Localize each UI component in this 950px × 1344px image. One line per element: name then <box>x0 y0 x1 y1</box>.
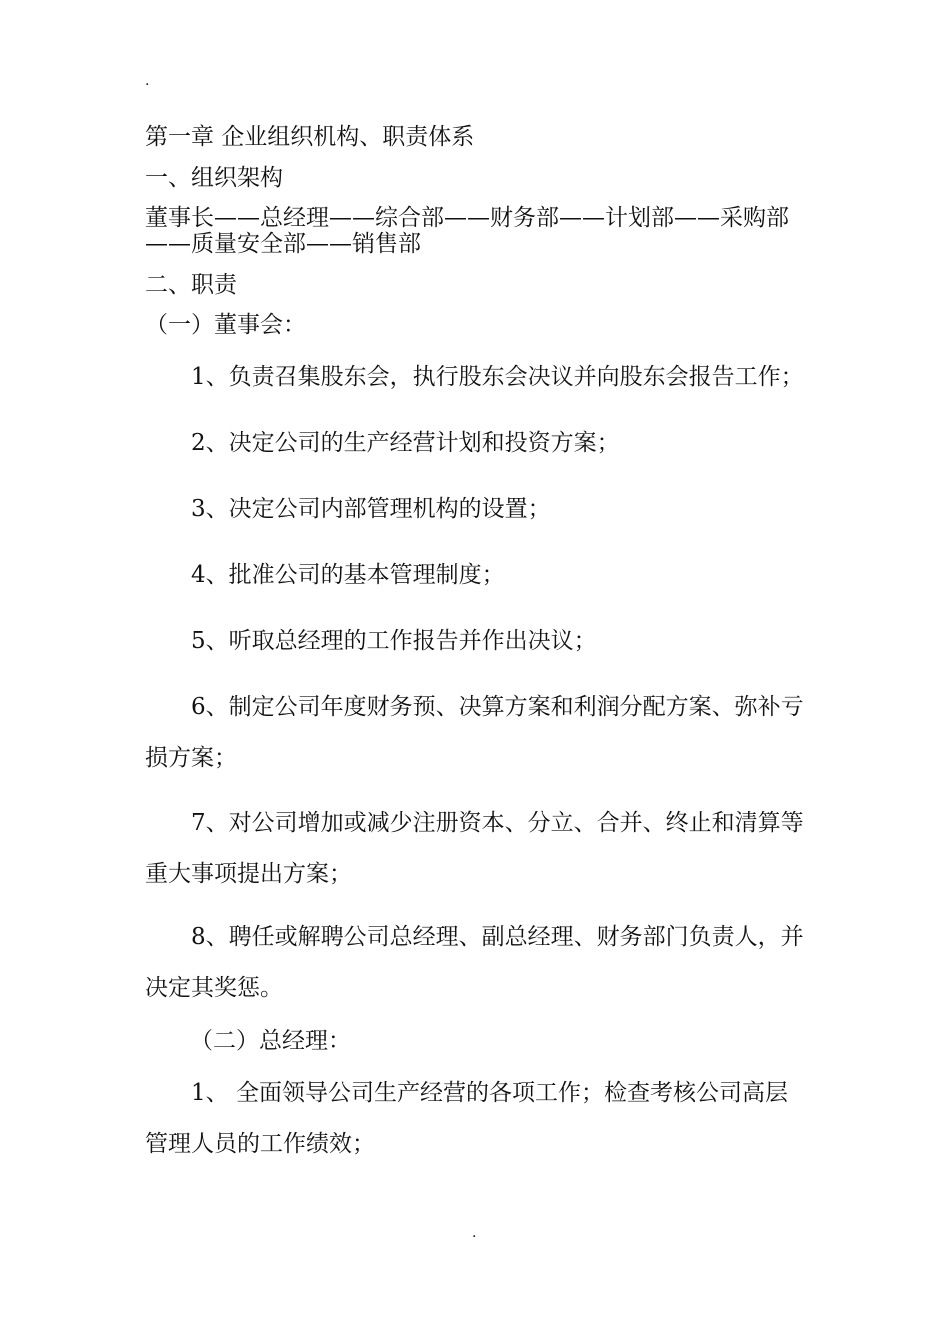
top-page-mark: . <box>145 73 150 89</box>
board-duty-item-4: 4、批准公司的基本管理制度； <box>191 562 505 588</box>
board-duty-item-1: 1、负责召集股东会，执行股东会决议并向股东会报告工作； <box>191 364 804 390</box>
board-duty-item-7: 7、对公司增加或减少注册资本、分立、合并、终止和清算等重大事项提出方案； <box>145 810 804 887</box>
board-duty-item-5: 5、听取总经理的工作报告并作出决议； <box>191 628 597 654</box>
section-heading-org-structure: 一、组织架构 <box>145 165 283 191</box>
bottom-page-mark: . <box>472 1225 477 1241</box>
board-duty-item-2: 2、决定公司的生产经营计划和投资方案； <box>191 430 620 456</box>
org-chart-text: 董事长——总经理——综合部——财务部——计划部——采购部——质量安全部——销售部 <box>145 205 789 257</box>
subsection-heading-board: （一）董事会： <box>145 312 306 338</box>
board-duty-item-6: 6、制定公司年度财务预、决算方案和利润分配方案、弥补亏损方案； <box>145 694 804 771</box>
board-duty-item-8: 8、聘任或解聘公司总经理、副总经理、财务部门负责人，并决定其奖惩。 <box>145 924 804 1001</box>
section-heading-duties: 二、职责 <box>145 272 237 298</box>
chapter-title: 第一章 企业组织机构、职责体系 <box>145 124 475 150</box>
subsection-heading-gm: （二）总经理： <box>190 1028 351 1054</box>
gm-duty-item-1: 1、 全面领导公司生产经营的各项工作；检查考核公司高层管理人员的工作绩效； <box>145 1080 788 1157</box>
board-duty-item-3: 3、决定公司内部管理机构的设置； <box>191 496 551 522</box>
